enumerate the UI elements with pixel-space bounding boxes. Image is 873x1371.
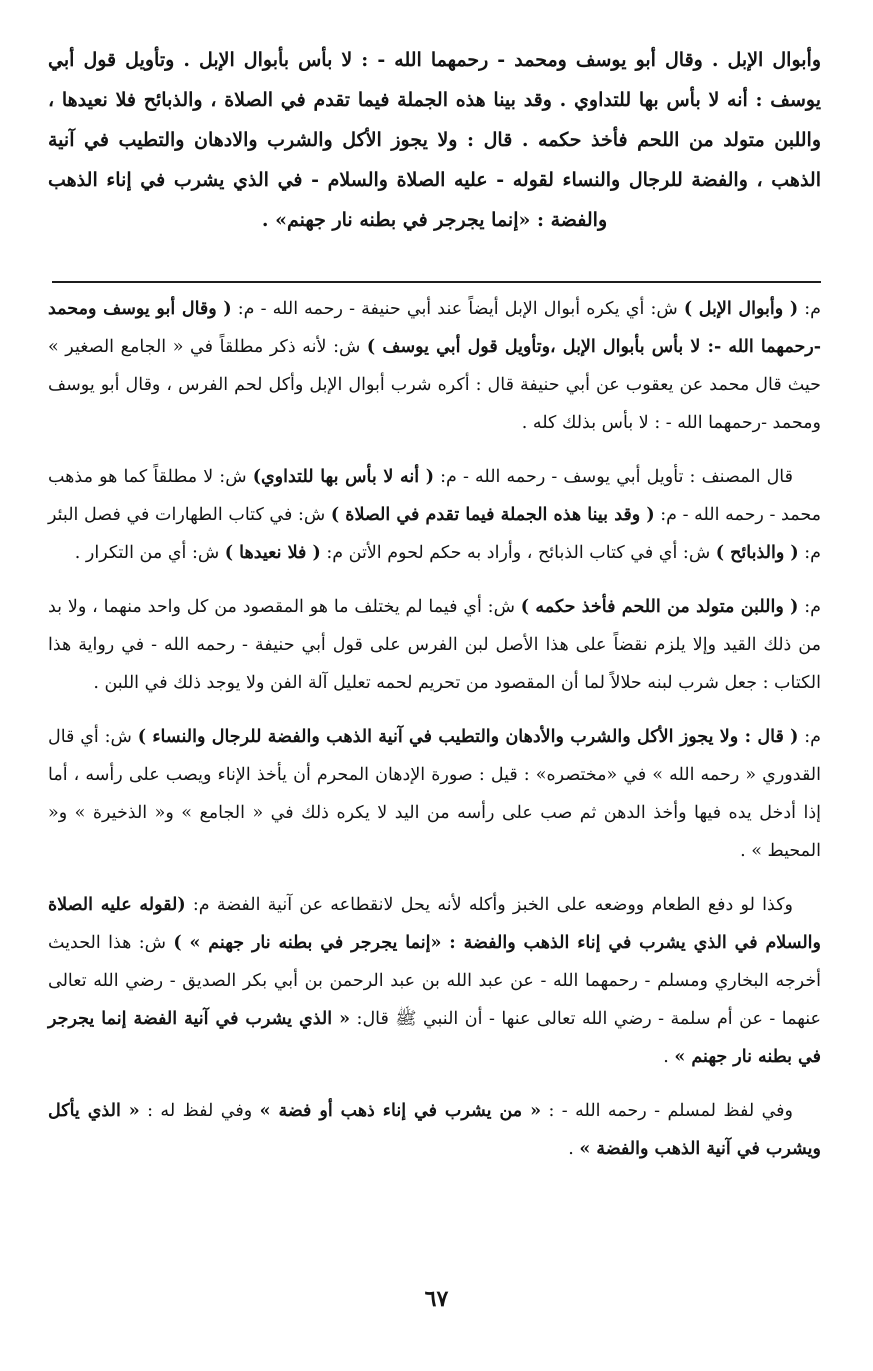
commentary-segment: م: (798, 299, 821, 319)
commentary-segment: « الذي يشرب في آنية الفضة إنما يجرجر في بطنه نار جهنم » (48, 1009, 821, 1067)
commentary-segment: (لقوله عليه الصلاة والسلام في الذي يشرب في إناء الذهب والفضة : «إنما يجرجر في بطنه نار جهنم » ) (48, 895, 821, 953)
commentary-segment: ( واللبن متولد من اللحم فأخذ حكمه ) (520, 597, 799, 617)
commentary-segment: ( فلا نعيدها ) (224, 543, 321, 563)
commentary-paragraph (48, 588, 821, 702)
commentary-segment: ( وقال أبو يوسف ومحمد -رحمهما الله -: لا بأس بأبوال الإبل ،وتأويل قول أبي يوسف ) (48, 299, 821, 357)
commentary-segment: وفي لفظ له : (139, 1101, 260, 1121)
commentary-segment: « الذي يأكل ويشرب في آنية الذهب والفضة » (48, 1101, 821, 1159)
commentary-segment: م: (798, 727, 821, 747)
commentary-segment: ش: لأنه ذكر مطلقاً في « الجامع الصغير » حيث قال محمد عن يعقوب عن أبي حنيفة قال : أكره شرب أبوال الإبل وأكل لحم الفرس ، وقال أبو يوسف ومحمد -رحمهما الله - : لا بأس بذلك كله . (48, 337, 821, 433)
commentary-segment: وكذا لو دفع الطعام ووضعه على الخبز وأكله لأنه يحل لانقطاعه عن آنية الفضة م: (185, 895, 793, 915)
commentary-segment: م: (798, 597, 821, 617)
commentary-segment: ش: في كتاب الطهارات في فصل البئر م: (48, 505, 821, 563)
commentary-segment: ( أنه لا بأس بها للتداوي) (252, 467, 435, 487)
commentary-segment: ش: أي في كتاب الذبائح ، وأراد به حكم لحوم الأتن م: (320, 543, 716, 563)
commentary-paragraph (48, 1092, 821, 1168)
commentary-segment: . (663, 1047, 675, 1067)
commentary-section (48, 290, 821, 1184)
main-text: وأبوال الإبل . وقال أبو يوسف ومحمد - رحمهما الله - : لا بأس بأبوال الإبل . وتأويل قول أبي يوسف : أنه لا بأس بها للتداوي . وقد بينا هذه الجملة فيما تقدم في الصلاة ، والذبائح فلا نعيدها ، واللبن متولد من اللحم فأخذ حكمه . قال : ولا يجوز الأكل والشرب والادهان والتطيب في آنية الذهب ، والفضة للرجال والنساء لقوله - عليه الصلاة والسلام - في الذي يشرب في إناء الذهب والفضة : «إنما يجرجر في بطنه نار جهنم» . (48, 49, 821, 231)
commentary-paragraph (48, 718, 821, 870)
commentary-segment: ش: أي من التكرار . (74, 543, 225, 563)
commentary-segment: ش: أي قال القدوري « رحمه الله » في «مختصره» : قيل : صورة الإدهان المحرم أن يأخذ الإناء ويصب على رأسه ، أما إذا أدخل يده فيها وأخذ الدهن ثم صب على رأسه من اليد لا يكره ذلك في « الجامع » و« الذخيرة » و« المحيط » . (48, 727, 821, 861)
commentary-segment: ( قال : ولا يجوز الأكل والشرب والأدهان والتطيب في آنية الذهب والفضة للرجال والنساء ) (137, 727, 799, 747)
commentary-segment: ش: أي فيما لم يختلف ما هو المقصود من كل واحد منهما ، ولا بد من ذلك القيد وإلا يلزم نقضاً على هذا الأصل لبن الفرس على قول أبي حنيفة - رحمه الله - في رواية هذا الكتاب : جعل شرب لبنه حلالاً لما أن المقصود من تحريم لحمه تعليل آلة الفن ولا يوجد ذلك في اللبن . (48, 597, 821, 693)
commentary-segment: ش: هذا الحديث أخرجه البخاري ومسلم - رحمهما الله - عن عبد الله بن عبد الرحمن بن أبي بكر الصديق - رضي الله تعالى عنهما - عن أم سلمة - رضي الله تعالى عنها - أن النبي ﷺ قال: (48, 933, 821, 1029)
page-number: ٦٧ (424, 1286, 449, 1312)
separator-rule (52, 281, 821, 283)
commentary-segment: ( وقد بينا هذه الجملة فيما تقدم في الصلاة ) (330, 505, 655, 525)
commentary-segment: وفي لفظ لمسلم - رحمه الله - : (541, 1101, 793, 1121)
commentary-paragraph (48, 886, 821, 1076)
commentary-segment: ( وأبوال الإبل ) (683, 299, 799, 319)
commentary-segment: قال المصنف : تأويل أبي يوسف - رحمه الله - م: (434, 467, 793, 487)
commentary-segment: . (568, 1139, 580, 1159)
commentary-paragraph (48, 290, 821, 442)
commentary-segment: ش: أي يكره أبوال الإبل أيضاً عند أبي حنيفة - رحمه الله - م: (231, 299, 684, 319)
commentary-segment: « من يشرب في إناء ذهب أو فضة » (259, 1101, 542, 1121)
commentary-segment: ش: لا مطلقاً كما هو مذهب محمد - رحمه الله - م: (48, 467, 821, 525)
commentary-segment: ( والذبائح ) (715, 543, 799, 563)
commentary-paragraph (48, 458, 821, 572)
